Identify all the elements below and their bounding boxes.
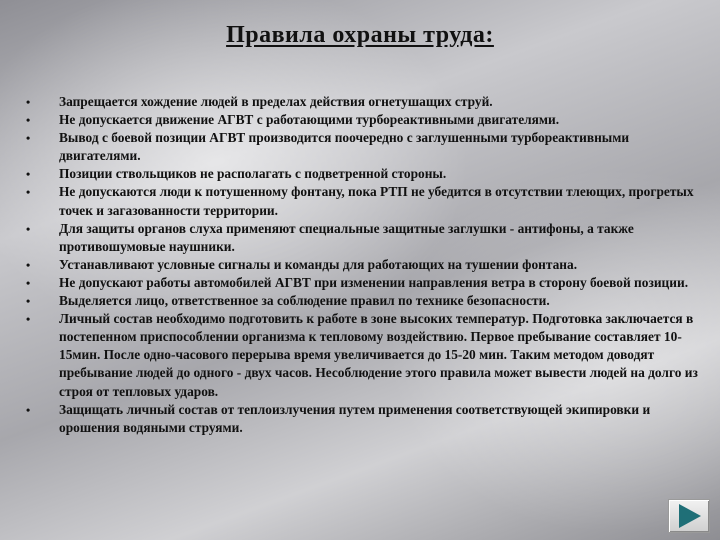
next-slide-button[interactable] xyxy=(668,499,710,533)
list-item: • Выделяется лицо, ответственное за соблюдение правил по технике безопасности. xyxy=(26,292,702,310)
list-item: • Для защиты органов слуха применяют специальные защитные заглушки - антифоны, а также противошумовые наушники. xyxy=(26,220,702,256)
list-item: • Позиции ствольщиков не располагать с подветренной стороны. xyxy=(26,165,702,183)
list-item: • Запрещается хождение людей в пределах действия огнетушащих струй. xyxy=(26,93,702,111)
list-item: • Не допускается движение АГВТ с работающими турбореактивными двигателями. xyxy=(26,111,702,129)
list-item: • Устанавливают условные сигналы и команды для работающих на тушении фонтана. xyxy=(26,256,702,274)
list-item: • Личный состав необходимо подготовить к работе в зоне высоких температур. Подготовка заключается в постепенном приспособлении организма к тепловому воздействию. Первое пребывание составляет 10-15мин. После одно-часового перерыва время увеличивается до 15-20 мин. Таким методом доводят пребывание людей до одного - двух часов. Несоблюдение этого правила может вывести людей на долго из строя от тепловых ударов. xyxy=(26,310,702,400)
list-item: • Не допускаются люди к потушенному фонтану, пока РТП не убедится в отсутствии тлеющих, прогретых точек и загазованности территории. xyxy=(26,183,702,219)
safety-rules-list xyxy=(26,93,702,437)
list-item: • Защищать личный состав от теплоизлучения путем применения соответствующей экипировки и орошения водяными струями. xyxy=(26,401,702,437)
slide-title: Правила охраны труда: xyxy=(226,22,494,48)
play-arrow-icon xyxy=(679,504,701,528)
list-item: • Вывод с боевой позиции АГВТ производится поочередно с заглушенными турбореактивными двигателями. xyxy=(26,129,702,165)
list-item: • Не допускают работы автомобилей АГВТ при изменении направления ветра в сторону боевой позиции. xyxy=(26,274,702,292)
